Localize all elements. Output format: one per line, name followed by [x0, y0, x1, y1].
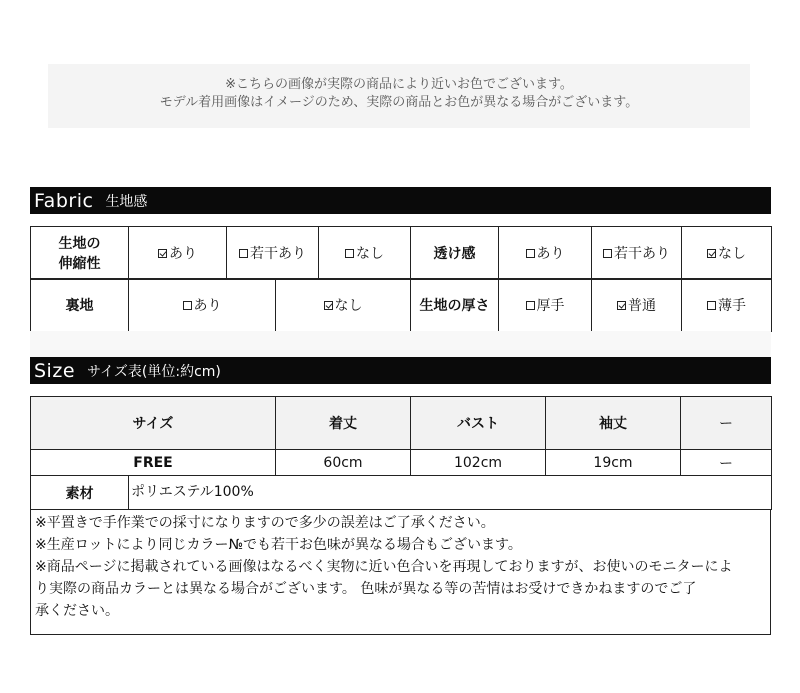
size-title: Size [34, 359, 76, 382]
checkbox-checked-icon [324, 301, 333, 310]
stretch-option-yes: あり [129, 227, 227, 280]
size-table [30, 396, 772, 476]
header-length: 着丈 [276, 397, 411, 450]
size-subtitle: サイズ表(単位:約cm) [87, 363, 221, 380]
size-notes [30, 509, 771, 635]
thickness-option-thick: 厚手 [499, 279, 592, 332]
cell-size: FREE [31, 450, 276, 476]
size-table-header [31, 397, 772, 450]
checkbox-empty-icon [239, 249, 248, 258]
cell-extra: ー [681, 450, 772, 476]
stretch-option-no: なし [319, 227, 411, 280]
section-gap [30, 331, 771, 357]
color-notice [48, 64, 750, 128]
header-size: サイズ [31, 397, 276, 450]
thickness-option-normal: 普通 [592, 279, 682, 332]
size-header-bar [30, 357, 771, 384]
checkbox-empty-icon [345, 249, 354, 258]
checkbox-empty-icon [603, 249, 612, 258]
sheer-option-no: なし [682, 227, 772, 280]
sheer-option-slight: 若干あり [592, 227, 682, 280]
header-extra: ー [681, 397, 772, 450]
stretch-label: 生地の 伸縮性 [31, 227, 129, 280]
material-value: ポリエステル100% [129, 476, 772, 510]
fabric-subtitle: 生地感 [105, 193, 148, 210]
note-line: 承ください。 [35, 603, 119, 619]
note-line: ※平置きで手作業での採寸になりますので多少の誤差はご了承ください。 [35, 515, 495, 531]
checkbox-checked-icon [158, 249, 167, 258]
lining-label: 裏地 [31, 279, 129, 332]
note-line: り実際の商品カラーとは異なる場合がございます。 色味が異なる等の苦情はお受けできかねますのでご了 [35, 581, 697, 597]
note-line: ※商品ページに掲載されている画像はなるべく実物に近い色合いを再現しておりますが、お使いのモニターによ [35, 559, 733, 575]
fabric-table-row1 [30, 226, 772, 280]
table-row [31, 450, 772, 476]
thickness-option-thin: 薄手 [682, 279, 772, 332]
checkbox-empty-icon [183, 301, 192, 310]
notice-line-2: モデル着用画像はイメージのため、実際の商品とお色が異なる場合がございます。 [159, 95, 639, 110]
header-sleeve: 袖丈 [546, 397, 681, 450]
cell-length: 60cm [276, 450, 411, 476]
checkbox-checked-icon [707, 249, 716, 258]
checkbox-checked-icon [617, 301, 626, 310]
stretch-option-slight: 若干あり [227, 227, 319, 280]
sheer-option-yes: あり [499, 227, 592, 280]
checkbox-empty-icon [707, 301, 716, 310]
thickness-label: 生地の厚さ [411, 279, 499, 332]
note-line: ※生産ロットにより同じカラー№でも若干お色味が異なる場合もございます。 [35, 537, 522, 553]
material-table [30, 475, 772, 510]
checkbox-empty-icon [526, 301, 535, 310]
checkbox-empty-icon [526, 249, 535, 258]
fabric-header-bar [30, 187, 771, 214]
lining-option-no: なし [276, 279, 411, 332]
cell-sleeve: 19cm [546, 450, 681, 476]
sheer-label: 透け感 [411, 227, 499, 280]
lining-option-yes: あり [129, 279, 276, 332]
header-bust: バスト [411, 397, 546, 450]
fabric-title: Fabric [34, 189, 94, 212]
cell-bust: 102cm [411, 450, 546, 476]
notice-line-1: ※こちらの画像が実際の商品により近いお色でございます。 [225, 77, 573, 92]
fabric-table-row2 [30, 278, 772, 332]
material-label: 素材 [31, 476, 129, 510]
